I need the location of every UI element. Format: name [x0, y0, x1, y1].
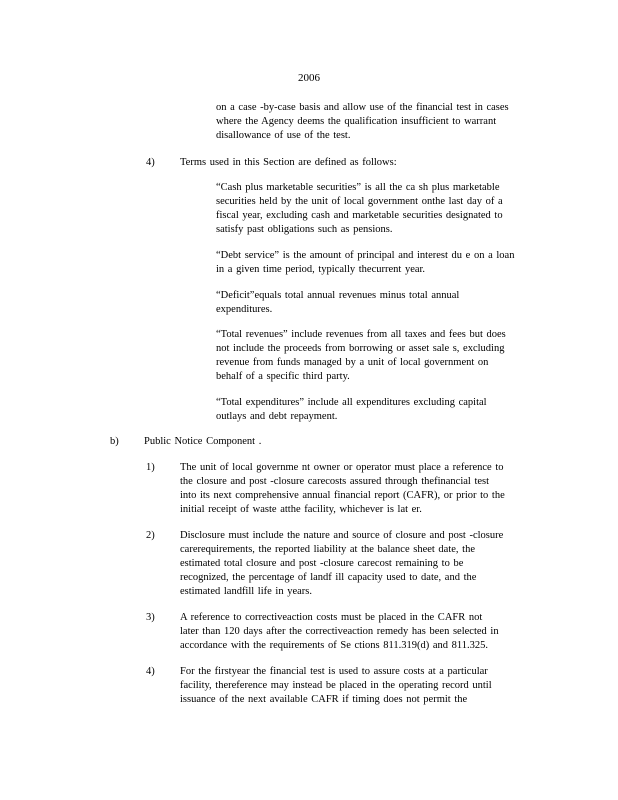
definition-total-revenues	[216, 328, 506, 384]
section-label: b)	[110, 436, 119, 447]
continuation-paragraph	[216, 101, 530, 143]
text-line: Disclosure must include the nature and source of closure and post -closure	[180, 530, 504, 541]
notice-item-4	[180, 665, 492, 707]
definition-cash-plus-marketable-securities	[216, 181, 503, 237]
item-number: 4)	[146, 666, 155, 677]
page-header-year: 2006	[298, 72, 320, 84]
text-line: “Total revenues” include revenues from all taxes and fees but does	[216, 329, 506, 340]
text-line: not include the proceeds from borrowing or asset sale s, excluding	[216, 343, 505, 354]
text-line: satisfy past obligations such as pensions.	[216, 224, 393, 235]
text-line: on a case -by-case basis and allow use of the financial test in cases	[216, 102, 509, 113]
text-line: into its next comprehensive annual financial report (CAFR), or prior to the	[180, 490, 505, 501]
text-line: For the firstyear the financial test is used to assure costs at a particular	[180, 666, 488, 677]
text-line: in a given time period, typically thecurrent year.	[216, 264, 426, 275]
text-line: behalf of a specific third party.	[216, 371, 350, 382]
text-line: Terms used in this Section are defined as follows:	[180, 157, 397, 168]
text-line: “Deficit”equals total annual revenues minus total annual	[216, 290, 460, 301]
text-line: facility, thereference may instead be placed in the operating record until	[180, 680, 492, 691]
text-line: disallowance of use of the test.	[216, 130, 351, 141]
text-line: The unit of local governme nt owner or operator must place a reference to	[180, 462, 504, 473]
notice-item-3	[180, 611, 499, 653]
item-number: 1)	[146, 462, 155, 473]
definition-total-expenditures	[216, 396, 487, 424]
definition-deficit	[216, 289, 459, 317]
text-line: initial receipt of waste atthe facility, whichever is lat er.	[180, 504, 422, 515]
text-line: A reference to correctiveaction costs must be placed in the CAFR not	[180, 612, 483, 623]
text-line: the closure and post -closure carecosts assured through thefinancial test	[180, 476, 490, 487]
text-line: Public Notice Component .	[144, 436, 262, 447]
text-line: carerequirements, the reported liability at the balance sheet date, the	[180, 544, 475, 555]
item-number: 4)	[146, 157, 155, 168]
text-line: securities held by the unit of local government onthe last day of a	[216, 196, 503, 207]
text-line: recognized, the percentage of landf ill capacity used to date, and the	[180, 572, 477, 583]
text-line: “Debt service” is the amount of principal and interest du e on a loan	[216, 250, 515, 261]
item-number: 2)	[146, 530, 155, 541]
text-line: “Cash plus marketable securities” is all the ca sh plus marketable	[216, 182, 500, 193]
text-line: outlays and debt repayment.	[216, 411, 338, 422]
text-line: fiscal year, excluding cash and marketable securities designated to	[216, 210, 503, 221]
section-title	[144, 435, 261, 449]
notice-item-1	[180, 461, 505, 517]
text-line: later than 120 days after the correctiveaction remedy has been selected in	[180, 626, 499, 637]
text-line: expenditures.	[216, 304, 273, 315]
text-line: issuance of the next available CAFR if timing does not permit the	[180, 694, 468, 705]
definition-debt-service	[216, 249, 514, 277]
item-number: 3)	[146, 612, 155, 623]
text-line: accordance with the requirements of Se ctions 811.319(d) and 811.325.	[180, 640, 488, 651]
text-line: “Total expenditures” include all expenditures excluding capital	[216, 397, 487, 408]
text-line: where the Agency deems the qualification insufficient to warrant	[216, 116, 497, 127]
item-text	[180, 156, 397, 170]
notice-item-2	[180, 529, 503, 599]
text-line: estimated landfill life in years.	[180, 586, 312, 597]
text-line: revenue from funds managed by a unit of local government on	[216, 357, 489, 368]
text-line: estimated total closure and post -closure carecost remaining to be	[180, 558, 464, 569]
